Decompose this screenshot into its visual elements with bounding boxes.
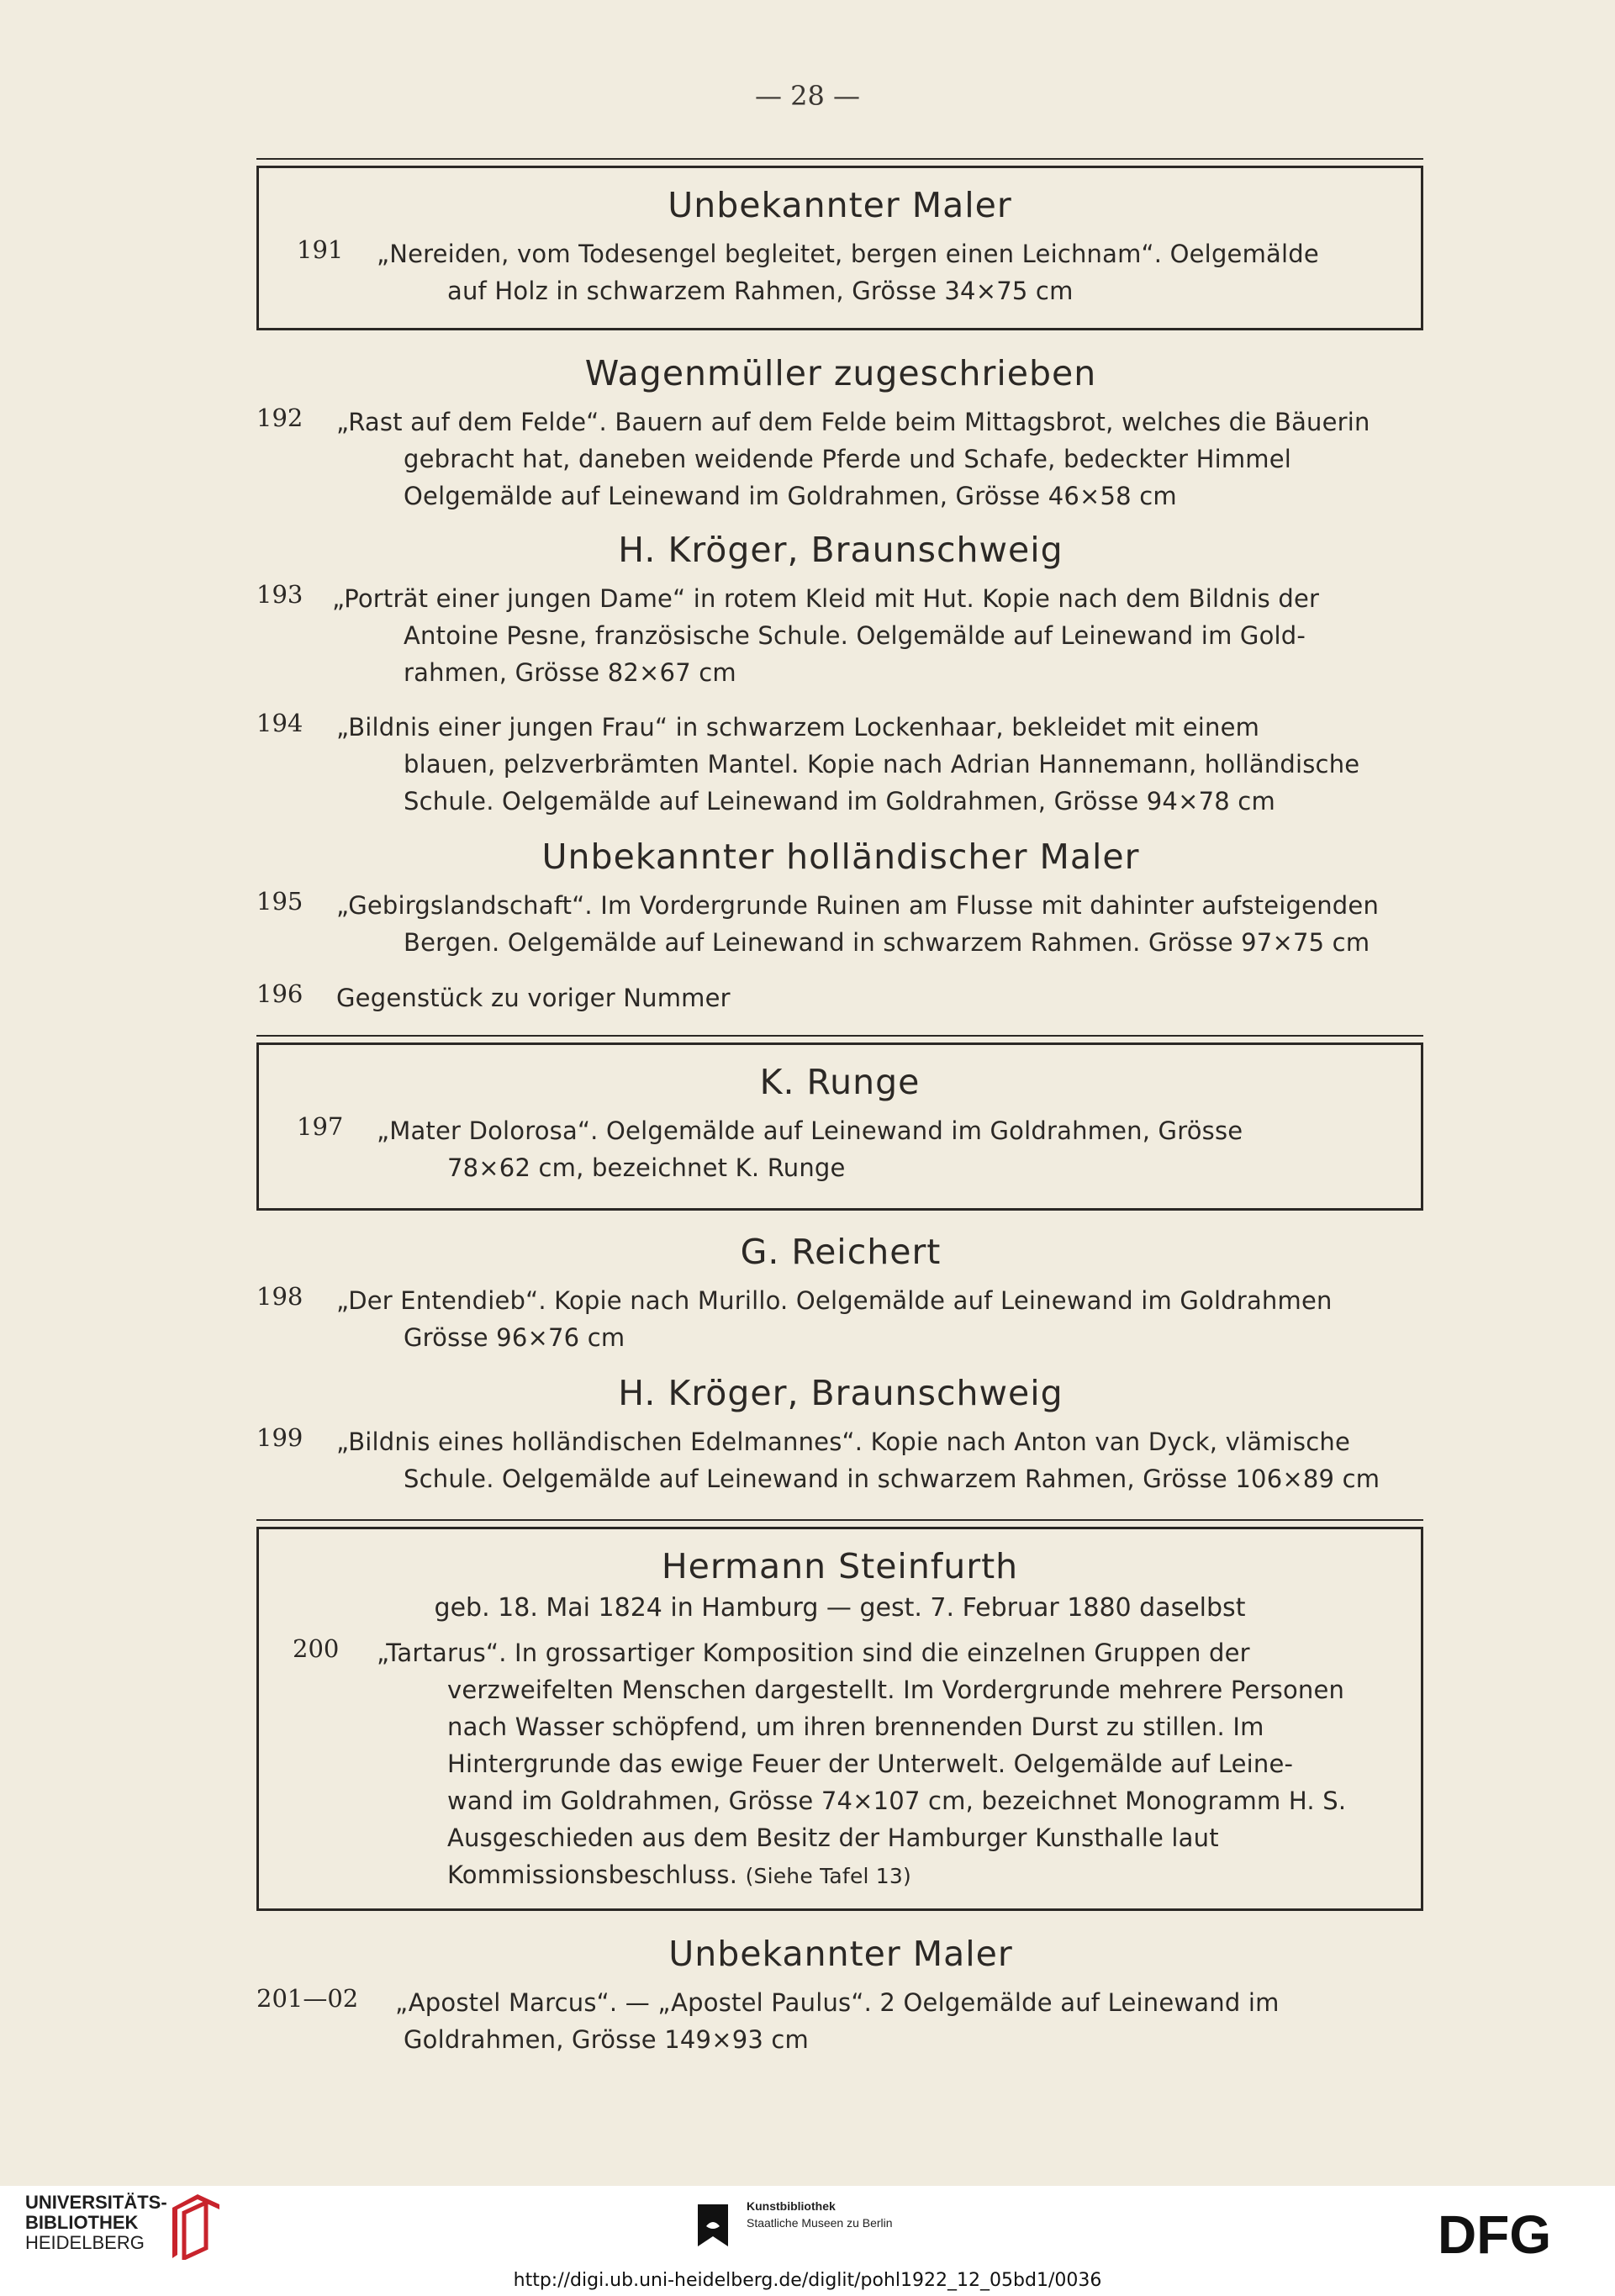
entry-line: Schule. Oelgemälde auf Leinewand im Goldrahmen, Grösse 94×78 cm: [404, 787, 1275, 815]
entry-line: Grösse 96×76 cm: [404, 1323, 625, 1352]
entry-line: Hintergrunde das ewige Feuer der Unterwelt. Oelgemälde auf Leine-: [447, 1750, 1294, 1778]
entry-line: Gegenstück zu voriger Nummer: [336, 984, 731, 1012]
entry-line: „Apostel Marcus“. — „Apostel Paulus“. 2 Oelgemälde auf Leinewand im: [395, 1988, 1280, 2017]
entry-text: [377, 1112, 1394, 1186]
entry-number: 193: [256, 580, 303, 609]
entry-line: Goldrahmen, Grösse 149×93 cm: [404, 2025, 810, 2054]
entry-line: „Gebirgslandschaft“. Im Vordergrunde Ruinen am Flusse mit dahinter aufsteigenden: [336, 891, 1380, 920]
kb-line: Kunstbibliothek: [747, 2199, 836, 2213]
entry-line: „Tartarus“. In grossartiger Komposition sind die einzelnen Gruppen der: [377, 1639, 1250, 1667]
entry-line: Bergen. Oelgemälde auf Leinewand in schwarzem Rahmen. Grösse 97×75 cm: [404, 928, 1370, 957]
plate-reference: (Siehe Tafel 13): [745, 1864, 911, 1888]
section-heading: G. Reichert: [740, 1232, 942, 1272]
library-line: HEIDELBERG: [25, 2232, 145, 2253]
entry-text: [377, 1634, 1394, 1895]
dfg-text: DFG: [1438, 2209, 1552, 2260]
entry-number: 198: [256, 1282, 303, 1311]
entry-text: [336, 1282, 1333, 1356]
dfg-logo: [1438, 2209, 1589, 2260]
entry-text: [377, 235, 1394, 309]
kunstbibliothek-label: [747, 2198, 893, 2231]
entry-number: 201—02: [256, 1984, 359, 2013]
boxed-section: [256, 1042, 1423, 1211]
entry-text: [336, 887, 1379, 961]
kunstbibliothek-icon: [689, 2201, 736, 2250]
section-heading: Hermann Steinfurth: [661, 1546, 1019, 1586]
entry-line: „Bildnis einer jungen Frau“ in schwarzem Lockenhaar, bekleidet mit einem: [336, 713, 1260, 742]
entry-line: blauen, pelzverbrämten Mantel. Kopie nach Adrian Hannemann, holländische: [404, 750, 1360, 779]
artist-dates: geb. 18. Mai 1824 in Hamburg — gest. 7. Februar 1880 daselbst: [434, 1593, 1246, 1623]
entry-number: 199: [256, 1423, 303, 1452]
source-url[interactable]: http://digi.ub.uni-heidelberg.de/diglit/pohl1922_12_05bd1/0036: [513, 2270, 1102, 2291]
entry-number: 197: [297, 1112, 344, 1141]
entry-line: „Der Entendieb“. Kopie nach Murillo. Oelgemälde auf Leinewand im Goldrahmen: [336, 1286, 1333, 1315]
entry-text: [336, 404, 1370, 515]
ub-heidelberg-icon: [164, 2193, 223, 2260]
section-heading: H. Kröger, Braunschweig: [618, 530, 1063, 570]
section-heading: Unbekannter Maler: [668, 1934, 1013, 1974]
section-heading: K. Runge: [759, 1062, 921, 1102]
entry-text: [336, 979, 731, 1016]
entry-line: [377, 1856, 1394, 1895]
section-heading: H. Kröger, Braunschweig: [618, 1373, 1063, 1413]
entry-line: „Porträt einer jungen Dame“ in rotem Kleid mit Hut. Kopie nach dem Bildnis der: [332, 584, 1320, 613]
entry-line: rahmen, Grösse 82×67 cm: [404, 658, 736, 687]
entry-line: auf Holz in schwarzem Rahmen, Grösse 34×75 cm: [447, 277, 1074, 305]
library-line: BIBLIOTHEK: [25, 2212, 139, 2233]
entry-line: Antoine Pesne, französische Schule. Oelgemälde auf Leinewand im Gold-: [404, 621, 1306, 650]
university-library-logo: [25, 2193, 167, 2253]
entry-line: „Mater Dolorosa“. Oelgemälde auf Leinewand im Goldrahmen, Grösse: [377, 1116, 1243, 1145]
section-heading: Unbekannter Maler: [668, 185, 1012, 225]
entry-number: 191: [297, 235, 344, 264]
entry-line: „Nereiden, vom Todesengel begleitet, bergen einen Leichnam“. Oelgemälde: [377, 240, 1319, 268]
entry-line: „Rast auf dem Felde“. Bauern auf dem Felde beim Mittagsbrot, welches die Bäuerin: [336, 408, 1370, 436]
boxed-section: [256, 1527, 1423, 1911]
entry-line: „Bildnis eines holländischen Edelmannes“. Kopie nach Anton van Dyck, vlämische: [336, 1428, 1351, 1456]
entry-line: Ausgeschieden aus dem Besitz der Hamburger Kunsthalle laut: [447, 1824, 1219, 1852]
entry-line: Schule. Oelgemälde auf Leinewand in schwarzem Rahmen, Grösse 106×89 cm: [404, 1465, 1380, 1493]
entry-line: 78×62 cm, bezeichnet K. Runge: [447, 1153, 846, 1182]
entry-line: Oelgemälde auf Leinewand im Goldrahmen, Grösse 46×58 cm: [404, 482, 1177, 510]
library-line: UNIVERSITÄTS-: [25, 2192, 167, 2213]
entry-number: 194: [256, 709, 303, 737]
entry-line: wand im Goldrahmen, Grösse 74×107 cm, bezeichnet Monogramm H. S.: [447, 1787, 1347, 1815]
entry-text: [336, 1423, 1380, 1497]
page-number: — 28 —: [754, 80, 861, 112]
boxed-section: [256, 166, 1423, 330]
entry-line: verzweifelten Menschen dargestellt. Im Vordergrunde mehrere Personen: [447, 1676, 1345, 1704]
section-heading: Wagenmüller zugeschrieben: [584, 353, 1097, 393]
entry-number: 192: [256, 404, 303, 432]
section-heading: Unbekannter holländischer Maler: [541, 837, 1140, 877]
entry-text: [395, 1984, 1280, 2058]
entry-text: [332, 580, 1319, 691]
entry-text: [336, 709, 1359, 820]
entry-line: nach Wasser schöpfend, um ihren brennenden Durst zu stillen. Im: [447, 1713, 1264, 1741]
entry-number: 195: [256, 887, 303, 916]
entry-line-text: Kommissionsbeschluss.: [447, 1861, 738, 1889]
entry-number: 196: [256, 979, 303, 1008]
entry-number: 200: [293, 1634, 340, 1663]
kb-line: Staatliche Museen zu Berlin: [747, 2216, 893, 2230]
entry-line: gebracht hat, daneben weidende Pferde und Schafe, bedeckter Himmel: [404, 445, 1292, 473]
